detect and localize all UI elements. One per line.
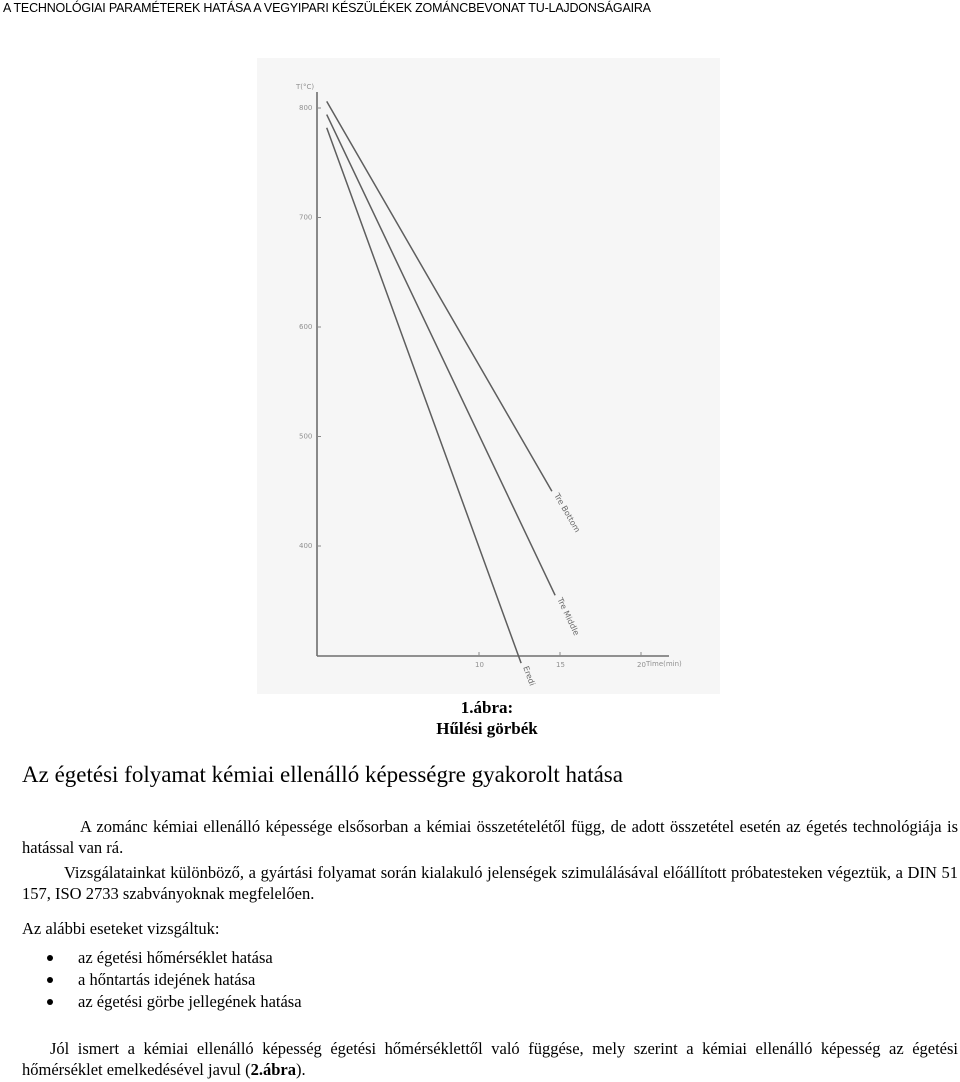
x-tick-label: 20 <box>637 661 646 669</box>
y-tick-label: 400 <box>299 542 313 550</box>
x-axis-label: Time(min) <box>646 660 682 668</box>
series-label: Tre Bottom <box>552 491 582 535</box>
list-item <box>22 969 302 991</box>
figure-caption-number: 1.ábra: <box>460 698 514 717</box>
paragraph-temperature-dependence <box>22 1038 958 1080</box>
figure-caption-title: Hűlési görbék <box>436 719 538 738</box>
series-label: Eredi <box>521 664 537 688</box>
chart-ticks <box>299 104 646 669</box>
paragraph-cases-intro: Az alábbi eseteket vizsgáltuk: <box>22 919 220 938</box>
list-item-text: a hőntartás idejének hatása <box>78 970 256 989</box>
cases-list <box>22 947 302 1013</box>
section-heading: Az égetési folyamat kémiai ellenálló képességre gyakorolt hatása <box>22 762 623 787</box>
cooling-curves-chart <box>257 58 720 694</box>
series-line <box>327 128 521 663</box>
chart-series <box>327 101 582 687</box>
series-label: Tre Middle <box>555 596 581 637</box>
y-tick-label: 600 <box>299 323 313 331</box>
paragraph-end: ). <box>296 1060 306 1079</box>
bullet-dot-icon <box>47 977 53 983</box>
x-tick-label: 15 <box>556 661 565 669</box>
y-tick-label: 800 <box>299 104 313 112</box>
running-header: A TECHNOLÓGIAI PARAMÉTEREK HATÁSA A VEGYIPARI KÉSZÜLÉKEK ZOMÁNCBEVONAT TU-LAJDONSÁGAIRA <box>3 1 651 15</box>
x-tick-label: 10 <box>475 661 484 669</box>
paragraph-composition: A zománc kémiai ellenálló képessége elsősorban a kémiai összetételétől függ, de adott összetétel esetén az égetés technológiája is hatással van rá. <box>22 817 958 857</box>
series-line <box>327 101 552 491</box>
paragraph-methods: Vizsgálatainkat különböző, a gyártási folyamat során kialakuló jelenségek szimulálásával előállított próbatesteken végeztük, a DIN 51 157, ISO 2733 szabványoknak megfelelően. <box>22 863 958 903</box>
list-item <box>22 991 302 1013</box>
bullet-dot-icon <box>47 955 53 961</box>
list-item <box>22 947 302 969</box>
list-item-text: az égetési hőmérséklet hatása <box>78 948 273 967</box>
cooling-curves-figure <box>257 58 720 694</box>
figure-reference: 2.ábra <box>250 1060 296 1079</box>
y-tick-label: 700 <box>299 213 313 222</box>
series-line <box>327 115 555 596</box>
bullet-dot-icon <box>47 999 53 1005</box>
y-axis-label: T(°C) <box>296 83 315 91</box>
y-tick-label: 500 <box>299 432 313 441</box>
paragraph-text: Jól ismert a kémiai ellenálló képesség égetési hőmérséklettől való függése, mely szerint a kémiai ellenálló képesség az égetési hőmérséklet emelkedésével javul ( <box>22 1039 958 1079</box>
list-item-text: az égetési görbe jellegének hatása <box>78 992 302 1011</box>
